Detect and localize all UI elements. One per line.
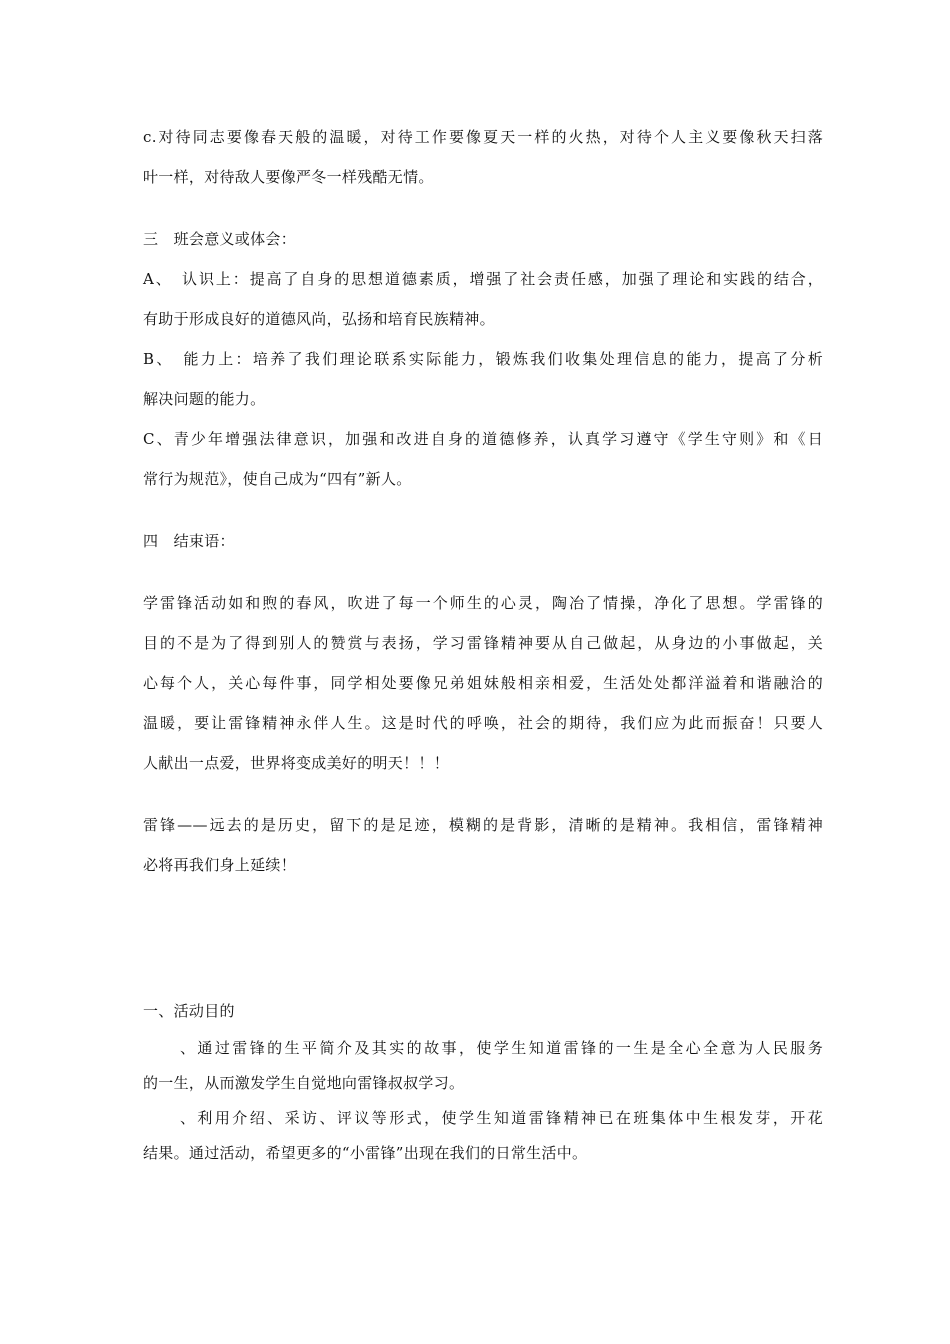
text-line: 雷锋——远去的是历史，留下的是足迹，模糊的是背影，清晰的是精神。我相信，雷锋精神: [143, 816, 823, 834]
text-line: 叶一样，对待敌人要像严冬一样残酷无情。: [143, 168, 434, 186]
text-line: 人献出一点爱，世界将变成美好的明天！！！: [143, 754, 450, 772]
section-heading: 四 结束语：: [143, 532, 235, 550]
text-line: 温暖，要让雷锋精神永伴人生。这是时代的呼唤，社会的期待，我们应为此而振奋！只要人: [143, 714, 823, 732]
text-line: 、通过雷锋的生平简介及其实的故事，使学生知道雷锋的一生是全心全意为人民服务: [180, 1039, 823, 1057]
text-line: C、青少年增强法律意识，加强和改进自身的道德修养，认真学习遵守《学生守则》和《日: [143, 430, 823, 448]
text-line: B、 能力上：培养了我们理论联系实际能力，锻炼我们收集处理信息的能力，提高了分析: [143, 350, 823, 368]
text-line: 解决问题的能力。: [143, 390, 266, 408]
text-line: 目的不是为了得到别人的赞赏与表扬，学习雷锋精神要从自己做起，从身边的小事做起，关: [143, 634, 823, 652]
text-line: 必将再我们身上延续！: [143, 856, 297, 874]
text-line: A、 认识上：提高了自身的思想道德素质，增强了社会责任感，加强了理论和实践的结合，: [143, 270, 823, 288]
text-line: 心每个人，关心每件事，同学相处要像兄弟姐妹般相亲相爱，生活处处都洋溢着和谐融洽的: [143, 674, 823, 692]
text-line: 有助于形成良好的道德风尚，弘扬和培育民族精神。: [143, 310, 495, 328]
text-line: 学雷锋活动如和煦的春风，吹进了每一个师生的心灵，陶冶了情操，净化了思想。学雷锋的: [143, 594, 823, 612]
text-line: 结果。通过活动，希望更多的“小雷锋”出现在我们的日常生活中。: [143, 1144, 588, 1162]
text-line: 、利用介绍、采访、评议等形式，使学生知道雷锋精神已在班集体中生根发芽，开花: [180, 1109, 823, 1127]
text-line: c.对待同志要像春天般的温暖，对待工作要像夏天一样的火热，对待个人主义要像秋天扫落: [143, 128, 823, 146]
section-heading: 一、活动目的: [143, 1002, 235, 1020]
section-heading: 三 班会意义或体会：: [143, 230, 297, 248]
text-line: 常行为规范》，使自己成为“四有”新人。: [143, 470, 412, 488]
text-line: 的一生，从而激发学生自觉地向雷锋叔叔学习。: [143, 1074, 465, 1092]
